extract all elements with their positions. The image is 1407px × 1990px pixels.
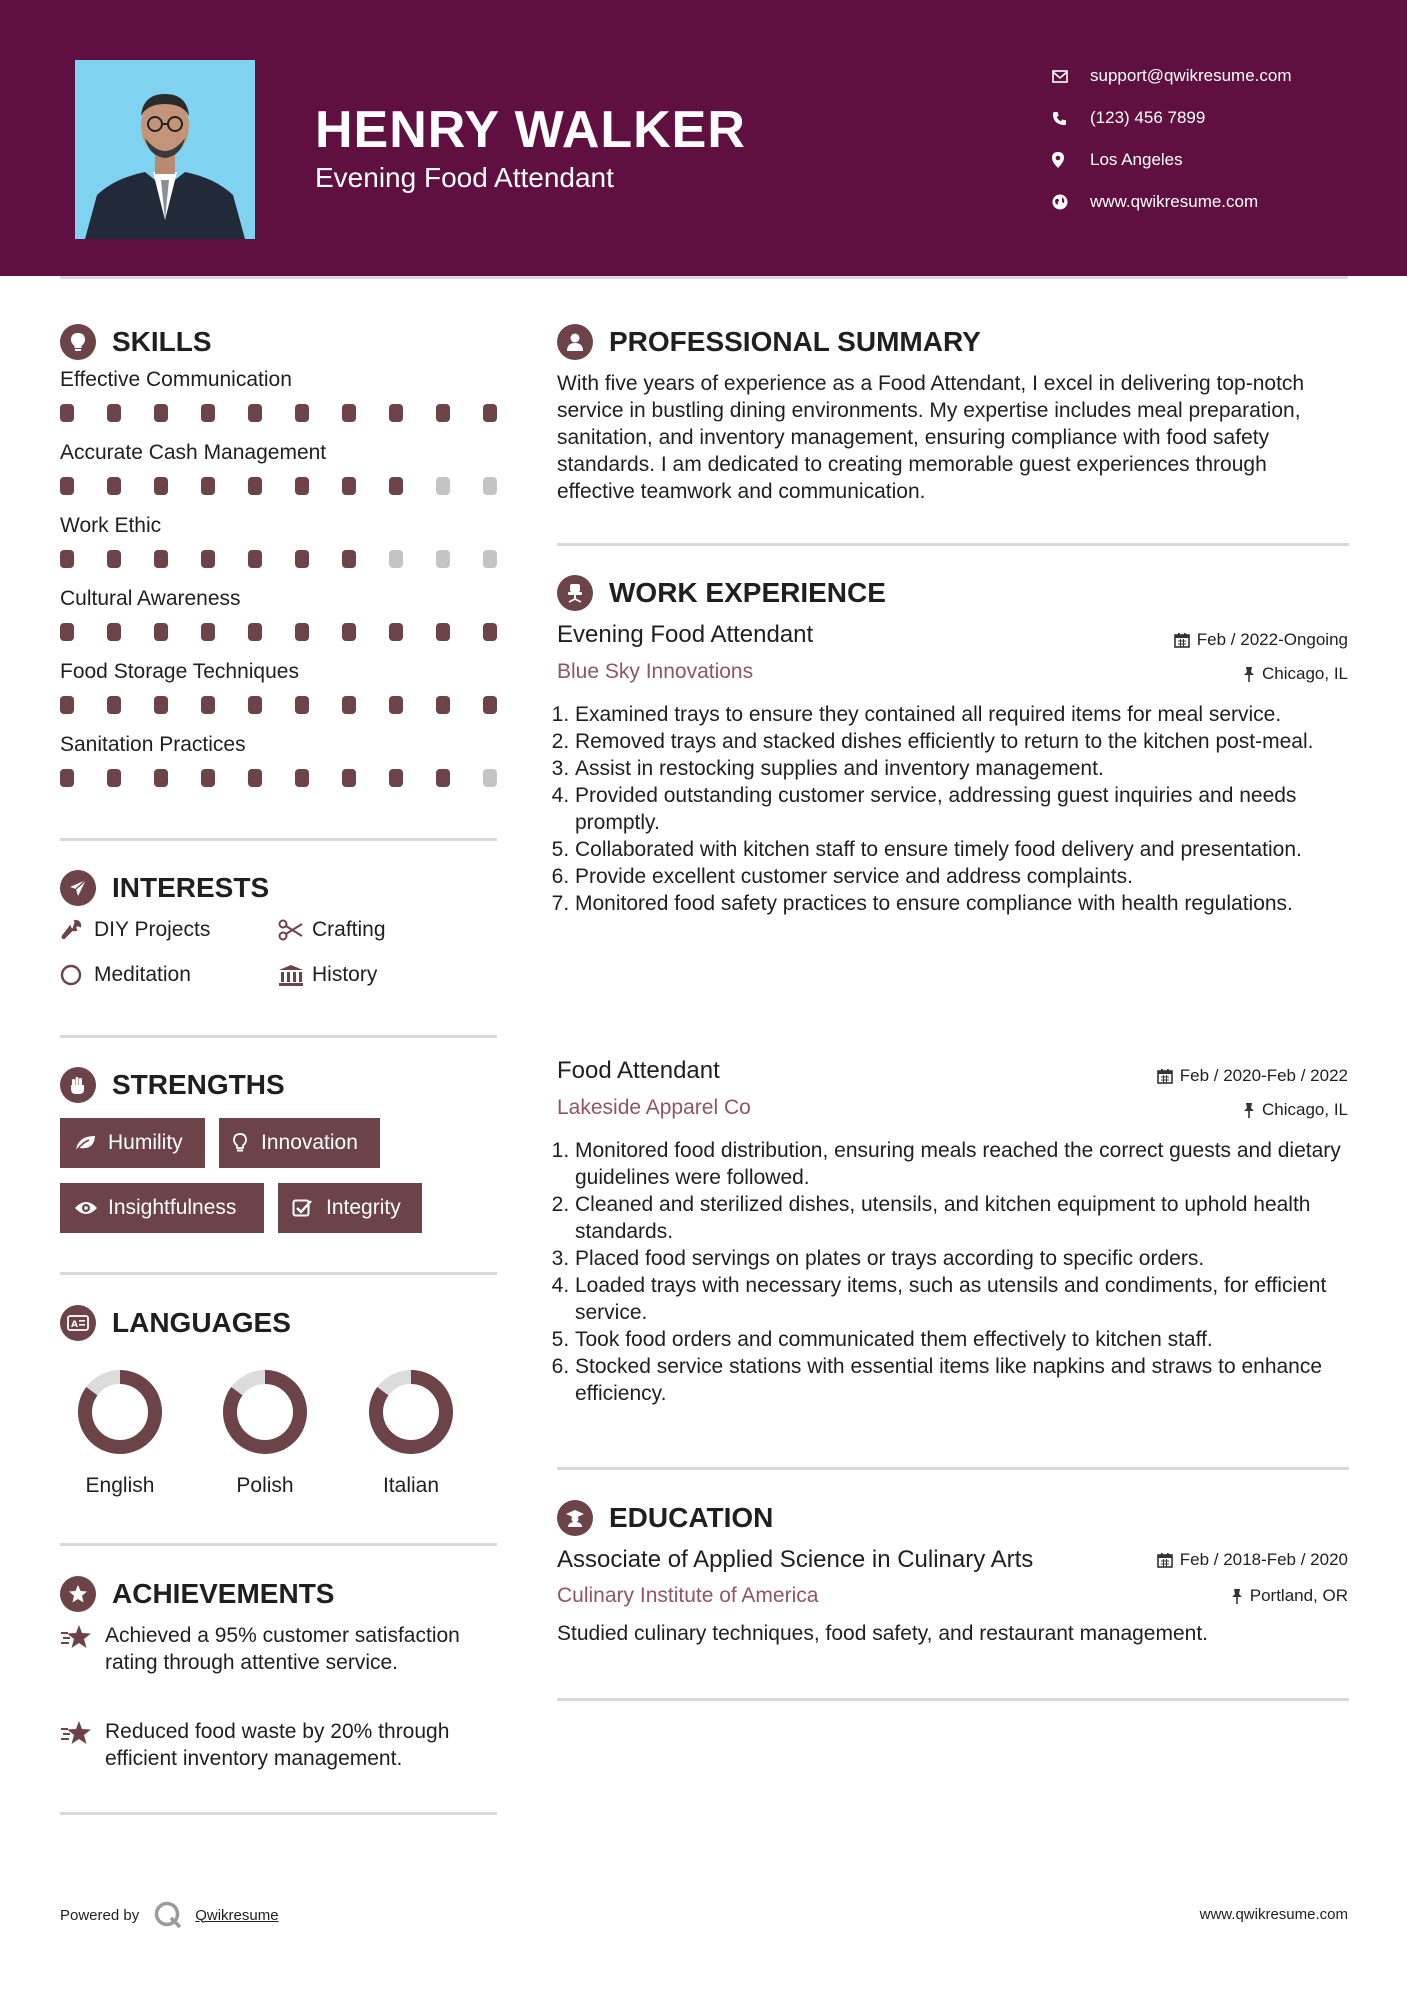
languages-heading: A LANGUAGES bbox=[60, 1305, 291, 1341]
skill-dot-filled bbox=[201, 769, 215, 787]
strength-tag: Insightfulness bbox=[60, 1183, 264, 1233]
interests-heading: INTERESTS bbox=[60, 870, 269, 906]
interest-item: Crafting bbox=[278, 918, 386, 942]
pushpin-icon bbox=[1231, 1588, 1243, 1604]
interest-item: Meditation bbox=[60, 963, 191, 987]
skill-dot-filled bbox=[248, 769, 262, 787]
bullet-item: 3. Assist in restocking supplies and inventory management. bbox=[575, 755, 1355, 782]
star-badge-icon bbox=[60, 1576, 96, 1612]
profile-photo bbox=[75, 60, 255, 239]
skill-dot-filled bbox=[60, 477, 74, 495]
skills-heading: SKILLS bbox=[60, 324, 212, 360]
bullet-item: 1. Monitored food distribution, ensuring meals reached the correct guests and dietary guidelines were followed. bbox=[575, 1137, 1355, 1191]
skill-dot-empty bbox=[483, 769, 497, 787]
skill-item bbox=[60, 587, 497, 641]
globe-icon bbox=[1052, 194, 1090, 210]
language-item bbox=[205, 1367, 325, 1498]
education-location: Portland, OR bbox=[1231, 1586, 1348, 1606]
skill-dot-filled bbox=[295, 404, 309, 422]
skill-dot-filled bbox=[295, 550, 309, 568]
skill-dot-filled bbox=[295, 769, 309, 787]
resume-header bbox=[0, 0, 1407, 276]
skill-dot-filled bbox=[389, 769, 403, 787]
skill-item bbox=[60, 514, 497, 568]
skill-dot-filled bbox=[389, 623, 403, 641]
website-text: www.qwikresume.com bbox=[1090, 192, 1259, 211]
phone-text: (123) 456 7899 bbox=[1090, 108, 1206, 127]
language-level-donut bbox=[75, 1367, 165, 1457]
contact-email[interactable] bbox=[1052, 55, 1292, 97]
skill-dot-filled bbox=[60, 623, 74, 641]
skill-item bbox=[60, 368, 497, 422]
skill-dot-filled bbox=[154, 769, 168, 787]
strength-tag: Innovation bbox=[219, 1118, 380, 1168]
skill-item bbox=[60, 733, 497, 787]
pushpin-icon bbox=[1243, 1102, 1255, 1118]
eye-icon bbox=[74, 1200, 108, 1216]
skill-dot-filled bbox=[201, 696, 215, 714]
footer-website[interactable]: www.qwikresume.com bbox=[1199, 1906, 1348, 1923]
office-chair-icon bbox=[557, 575, 593, 611]
skill-dot-filled bbox=[342, 696, 356, 714]
skill-dot-filled bbox=[342, 404, 356, 422]
job-title: Evening Food Attendant bbox=[557, 621, 814, 648]
language-item bbox=[60, 1367, 180, 1498]
skill-dot-empty bbox=[483, 477, 497, 495]
bullet-item: 4. Loaded trays with necessary items, such as utensils and condiments, for efficient service. bbox=[575, 1272, 1355, 1326]
skill-dot-filled bbox=[342, 769, 356, 787]
summary-text: With five years of experience as a Food Attendant, I excel in delivering top-notch service in bustling dining environments. My expertise includes meal preparation, sanitation, and inventory management, ensuring compliance with food safety standards. I am dedicated to creating memorable guest experiences through effective teamwork and communication. bbox=[557, 372, 1305, 503]
language-level-donut bbox=[366, 1367, 456, 1457]
envelope-icon bbox=[1052, 70, 1090, 83]
job-bullets bbox=[557, 1137, 1355, 1407]
skill-dot-filled bbox=[389, 404, 403, 422]
skill-dot-filled bbox=[483, 404, 497, 422]
pushpin-icon bbox=[1243, 666, 1255, 682]
footer-powered-by: Powered by Qwikresume bbox=[60, 1900, 279, 1930]
language-level-donut bbox=[220, 1367, 310, 1457]
skill-dot-filled bbox=[107, 550, 121, 568]
skill-dot-filled bbox=[342, 623, 356, 641]
job-location: Chicago, IL bbox=[1243, 1100, 1348, 1120]
bullet-item: 5. Took food orders and communicated them effectively to kitchen staff. bbox=[575, 1326, 1355, 1353]
bullet-item: 3. Placed food servings on plates or trays according to specific orders. bbox=[575, 1245, 1355, 1272]
bullet-item: 1. Examined trays to ensure they contained all required items for meal service. bbox=[575, 701, 1355, 728]
skill-dot-filled bbox=[107, 769, 121, 787]
phone-icon bbox=[1052, 111, 1090, 126]
job-dates: Feb / 2020-Feb / 2022 bbox=[1157, 1066, 1348, 1086]
skill-dot-filled bbox=[436, 769, 450, 787]
achievement-item: Achieved a 95% customer satisfaction rating through attentive service. bbox=[60, 1622, 500, 1676]
map-pin-icon bbox=[1052, 152, 1090, 168]
degree-title: Associate of Applied Science in Culinary Arts bbox=[557, 1546, 1034, 1573]
calendar-icon bbox=[1157, 1552, 1173, 1568]
section-divider bbox=[557, 543, 1349, 546]
company-name: Lakeside Apparel Co bbox=[557, 1096, 751, 1119]
calendar-icon bbox=[1174, 632, 1190, 648]
skill-dot-filled bbox=[389, 696, 403, 714]
skill-dot-filled bbox=[154, 404, 168, 422]
checkbox-icon bbox=[292, 1198, 326, 1218]
skill-dot-filled bbox=[248, 404, 262, 422]
skill-level-dots bbox=[60, 550, 497, 568]
skill-dot-filled bbox=[60, 550, 74, 568]
email-text: support@qwikresume.com bbox=[1090, 66, 1292, 85]
skill-name: Effective Communication bbox=[60, 368, 292, 391]
interest-item: DIY Projects bbox=[60, 918, 210, 942]
candidate-name: HENRY WALKER bbox=[315, 101, 746, 159]
school-name: Culinary Institute of America bbox=[557, 1584, 819, 1607]
skill-dot-filled bbox=[201, 477, 215, 495]
circle-icon bbox=[60, 964, 94, 986]
job-location: Chicago, IL bbox=[1243, 664, 1348, 684]
location-text: Los Angeles bbox=[1090, 150, 1183, 169]
section-divider bbox=[60, 1812, 497, 1815]
strengths-heading: STRENGTHS bbox=[60, 1067, 285, 1103]
skill-dot-filled bbox=[248, 550, 262, 568]
star-icon bbox=[60, 1622, 105, 1676]
education-description: Studied culinary techniques, food safety, and restaurant management. bbox=[557, 1622, 1209, 1645]
skill-dot-empty bbox=[483, 550, 497, 568]
skill-dot-filled bbox=[107, 696, 121, 714]
user-icon bbox=[557, 324, 593, 360]
section-divider bbox=[60, 1272, 497, 1275]
contact-list bbox=[1052, 55, 1292, 223]
education-dates: Feb / 2018-Feb / 2020 bbox=[1157, 1550, 1348, 1570]
skill-dot-filled bbox=[295, 623, 309, 641]
skill-name: Work Ethic bbox=[60, 514, 162, 537]
skill-level-dots bbox=[60, 623, 497, 641]
skill-dot-filled bbox=[389, 477, 403, 495]
achievements-heading: ACHIEVEMENTS bbox=[60, 1576, 334, 1612]
skill-dot-filled bbox=[201, 550, 215, 568]
skill-dot-filled bbox=[248, 696, 262, 714]
strength-tag: Integrity bbox=[278, 1183, 422, 1233]
skill-dot-filled bbox=[483, 696, 497, 714]
wrench-icon bbox=[60, 919, 94, 941]
star-icon bbox=[60, 1718, 105, 1772]
skill-item bbox=[60, 660, 497, 714]
skill-dot-filled bbox=[436, 696, 450, 714]
language-name: Polish bbox=[236, 1474, 294, 1497]
skill-dot-filled bbox=[154, 623, 168, 641]
skill-name: Sanitation Practices bbox=[60, 733, 246, 756]
education-heading: EDUCATION bbox=[557, 1500, 773, 1536]
paper-plane-icon bbox=[60, 870, 96, 906]
contact-website[interactable] bbox=[1052, 181, 1292, 223]
language-item bbox=[351, 1367, 471, 1498]
skill-dot-filled bbox=[60, 769, 74, 787]
achievement-item: Reduced food waste by 20% through efficient inventory management. bbox=[60, 1718, 500, 1772]
qwikresume-logo-icon bbox=[153, 1900, 183, 1930]
bullet-item: 2. Cleaned and sterilized dishes, utensils, and kitchen equipment to uphold health standards. bbox=[575, 1191, 1355, 1245]
job-dates: Feb / 2022-Ongoing bbox=[1174, 630, 1348, 650]
company-name: Blue Sky Innovations bbox=[557, 660, 754, 683]
lightbulb-icon bbox=[233, 1133, 261, 1153]
bullet-item: 7. Monitored food safety practices to ensure compliance with health regulations. bbox=[575, 890, 1355, 917]
skill-dot-filled bbox=[201, 623, 215, 641]
job-bullets bbox=[557, 701, 1355, 917]
skill-dot-empty bbox=[389, 550, 403, 568]
skill-dot-filled bbox=[154, 550, 168, 568]
scissors-icon bbox=[278, 919, 312, 941]
skill-dot-filled bbox=[342, 550, 356, 568]
skill-level-dots bbox=[60, 477, 497, 495]
skill-dot-empty bbox=[436, 477, 450, 495]
language-icon bbox=[60, 1305, 96, 1341]
section-divider bbox=[60, 1035, 497, 1038]
summary-heading: PROFESSIONAL SUMMARY bbox=[557, 324, 981, 360]
skill-level-dots bbox=[60, 696, 497, 714]
skill-dot-filled bbox=[60, 404, 74, 422]
header-divider bbox=[60, 276, 1348, 279]
section-divider bbox=[557, 1467, 1349, 1470]
brand-link[interactable]: Qwikresume bbox=[195, 1906, 279, 1924]
bullet-item: 2. Removed trays and stacked dishes efficiently to return to the kitchen post-meal. bbox=[575, 728, 1355, 755]
skill-dot-filled bbox=[60, 696, 74, 714]
section-divider bbox=[60, 838, 497, 841]
section-divider bbox=[60, 1543, 497, 1546]
skill-dot-filled bbox=[436, 404, 450, 422]
strength-tag: Humility bbox=[60, 1118, 205, 1168]
skill-name: Accurate Cash Management bbox=[60, 441, 327, 464]
bullet-item: 5. Collaborated with kitchen staff to ensure timely food delivery and presentation. bbox=[575, 836, 1355, 863]
bullet-item: 6. Provide excellent customer service and address complaints. bbox=[575, 863, 1355, 890]
interest-item: History bbox=[278, 963, 377, 987]
skill-item bbox=[60, 441, 497, 495]
section-divider bbox=[557, 1698, 1349, 1701]
bullet-item: 4. Provided outstanding customer service, addressing guest inquiries and needs promptly. bbox=[575, 782, 1355, 836]
skill-dot-filled bbox=[248, 477, 262, 495]
skill-dot-filled bbox=[248, 623, 262, 641]
skill-dot-filled bbox=[154, 477, 168, 495]
skill-dot-filled bbox=[154, 696, 168, 714]
contact-phone[interactable] bbox=[1052, 97, 1292, 139]
fist-icon bbox=[60, 1067, 96, 1103]
job-title: Food Attendant bbox=[557, 1057, 720, 1084]
skill-dot-filled bbox=[436, 623, 450, 641]
skill-dot-filled bbox=[107, 623, 121, 641]
skill-dot-filled bbox=[107, 477, 121, 495]
leaf-icon bbox=[74, 1134, 108, 1152]
skill-dot-filled bbox=[295, 477, 309, 495]
museum-icon bbox=[278, 964, 312, 986]
candidate-role: Evening Food Attendant bbox=[315, 162, 614, 193]
graduate-icon bbox=[557, 1500, 593, 1536]
calendar-icon bbox=[1157, 1068, 1173, 1084]
skill-dot-filled bbox=[342, 477, 356, 495]
skill-level-dots bbox=[60, 769, 497, 787]
skill-name: Cultural Awareness bbox=[60, 587, 241, 610]
language-name: Italian bbox=[382, 1474, 440, 1497]
skill-name: Food Storage Techniques bbox=[60, 660, 299, 683]
skill-dot-filled bbox=[201, 404, 215, 422]
skill-dot-filled bbox=[295, 696, 309, 714]
lightbulb-icon bbox=[60, 324, 96, 360]
skill-dot-filled bbox=[483, 623, 497, 641]
experience-heading: WORK EXPERIENCE bbox=[557, 575, 886, 611]
skill-dot-filled bbox=[107, 404, 121, 422]
contact-location bbox=[1052, 139, 1292, 181]
skill-level-dots bbox=[60, 404, 497, 422]
bullet-item: 6. Stocked service stations with essential items like napkins and straws to enhance efficiency. bbox=[575, 1353, 1355, 1407]
language-name: English bbox=[85, 1474, 155, 1497]
svg-text:A: A bbox=[71, 1320, 78, 1330]
skill-dot-empty bbox=[436, 550, 450, 568]
